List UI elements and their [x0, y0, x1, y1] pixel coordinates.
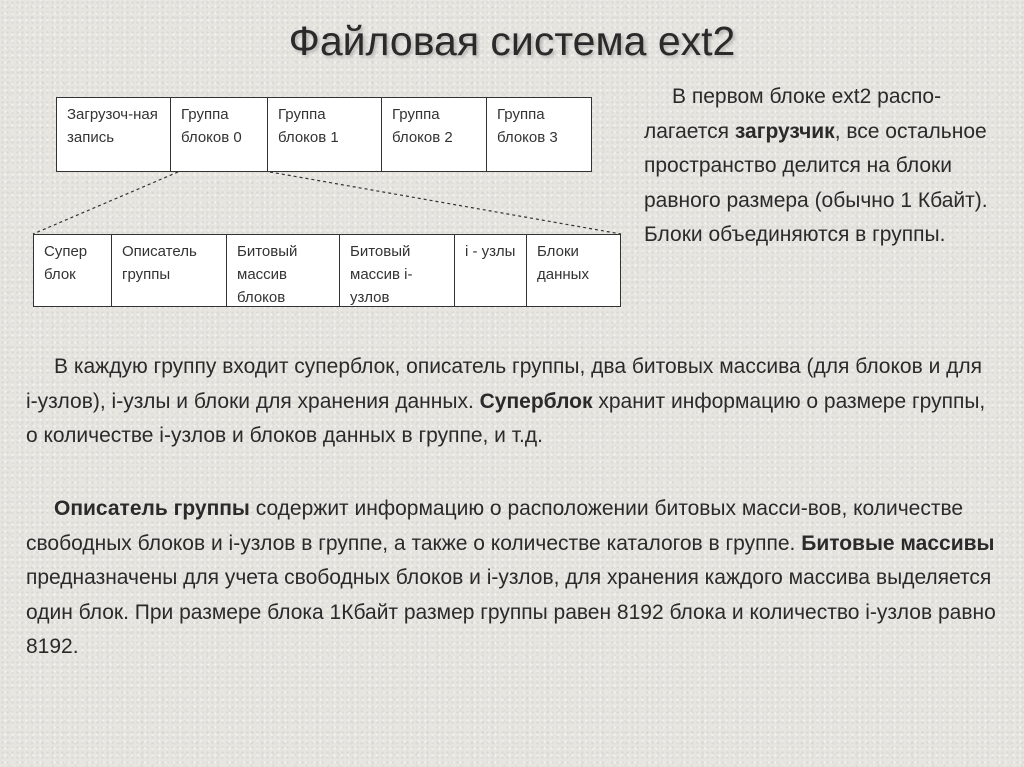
side-description: В первом блоке ext2 распо-лагается загрузчик, все остальное пространство делится на блоки равного размера (обычно 1 Кбайт). Блоки объединяются в группы. — [644, 85, 988, 247]
slide-title: Файловая система ext2 — [288, 18, 736, 64]
block-bitmap-cell: Битовый массив блоков — [227, 235, 340, 306]
block-group-0-cell: Группа блоков 0 — [171, 98, 268, 171]
inodes-cell: i - узлы — [455, 235, 527, 306]
paragraph-block-group: В каждую группу входит суперблок, описатель группы, два битовых массива (для блоков и для i-узлов), i-узлы и блоки для хранения данных. Суперблок хранит информацию о размере группы, о количестве i-узлов и блоков данных в группе, и т.д. — [26, 355, 986, 448]
block-group-2-cell: Группа блоков 2 — [382, 98, 487, 171]
block-group-1-cell: Группа блоков 1 — [268, 98, 382, 171]
boot-record-cell: Загрузоч-ная запись — [57, 98, 171, 171]
expansion-line-left — [33, 172, 178, 234]
group-descriptor-cell: Описатель группы — [112, 235, 227, 306]
expansion-line-right — [270, 172, 621, 234]
data-blocks-cell: Блоки данных — [537, 243, 589, 283]
superblock-cell: Супер блок — [34, 235, 112, 306]
inode-bitmap-cell: Битовый массив i-узлов — [340, 235, 455, 306]
block-group-structure-table — [33, 234, 621, 307]
block-group-3-cell: Группа блоков 3 — [497, 106, 558, 146]
paragraph-group-descriptor: Описатель группы содержит информацию о расположении битовых масси-вов, количестве свободных блоков и i-узлов в группе, а также о количестве каталогов в группе. Битовые массивы предназначены для учета свободных блоков и i-узлов, для хранения каждого массива выделяется один блок. При размере блока 1Кбайт размер группы равен 8192 блока и количество i-узлов равно 8192. — [26, 497, 996, 659]
